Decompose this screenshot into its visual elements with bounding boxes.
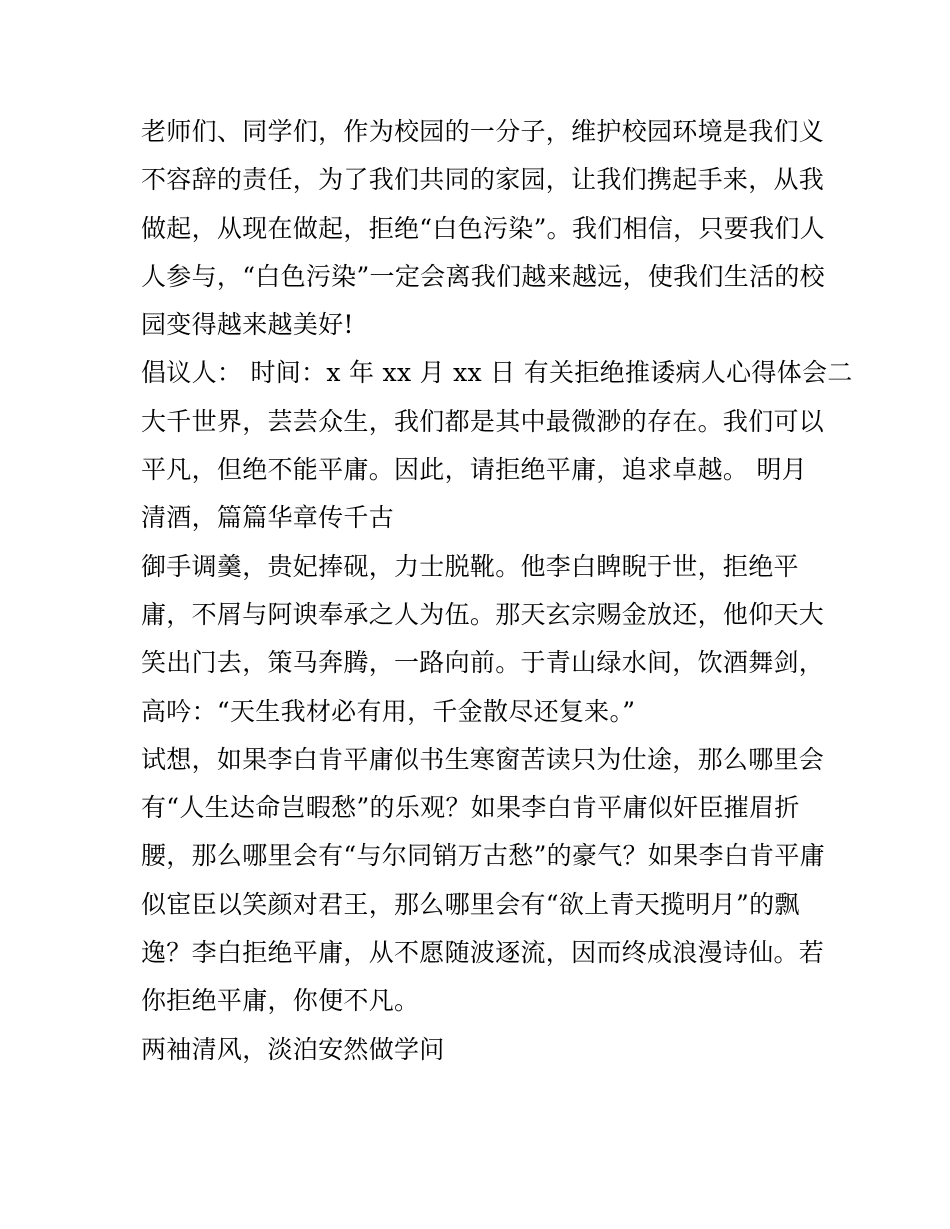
text-line: 御手调羹，贵妃捧砚，力士脱靴。他李白睥睨于世，拒绝平: [141, 551, 799, 581]
text-line: 高吟：“天生我材必有用，千金散尽还复来。”: [141, 696, 636, 726]
text-line: 倡议人： 时间：x 年 xx 月 xx 日 有关拒绝推诿病人心得体会二: [141, 358, 853, 388]
document-body: [141, 108, 853, 1074]
text-line: 庸，不屑与阿谀奉承之人为伍。那天玄宗赐金放还，他仰天大: [141, 599, 825, 629]
text-line: 大千世界，芸芸众生，我们都是其中最微渺的存在。我们可以: [141, 406, 825, 436]
text-line: 做起，从现在做起，拒绝“白色污染”。我们相信，只要我们人: [141, 213, 825, 243]
text-line: 有“人生达命岂暇愁”的乐观？如果李白肯平庸似奸臣摧眉折: [141, 793, 800, 823]
text-line: 试想，如果李白肯平庸似书生寒窗苦读只为仕途，那么哪里会: [141, 744, 825, 774]
text-line: 逸？李白拒绝平庸，从不愿随波逐流，因而终成浪漫诗仙。若: [141, 938, 825, 968]
text-line: 笑出门去，策马奔腾，一路向前。于青山绿水间，饮酒舞剑，: [141, 648, 825, 678]
text-line: 腰，那么哪里会有“与尔同销万古愁”的豪气？如果李白肯平庸: [141, 841, 825, 871]
text-line: 不容辞的责任，为了我们共同的家园，让我们携起手来，从我: [141, 165, 825, 195]
text-line: 人参与，“白色污染”一定会离我们越来越远，使我们生活的校: [141, 261, 825, 291]
text-line: 你拒绝平庸，你便不凡。: [141, 986, 420, 1016]
text-line: 两袖清风，淡泊安然做学问: [141, 1034, 445, 1064]
text-line: 老师们、同学们，作为校园的一分子，维护校园环境是我们义: [141, 117, 825, 146]
text-line: 园变得越来越美好!: [141, 310, 354, 340]
text-line: 清酒，篇篇华章传千古: [141, 503, 395, 533]
text-line: 似宦臣以笑颜对君王，那么哪里会有“欲上青天揽明月”的飘: [141, 889, 800, 919]
text-line: 平凡，但绝不能平庸。因此，请拒绝平庸，追求卓越。 明月: [141, 455, 808, 485]
